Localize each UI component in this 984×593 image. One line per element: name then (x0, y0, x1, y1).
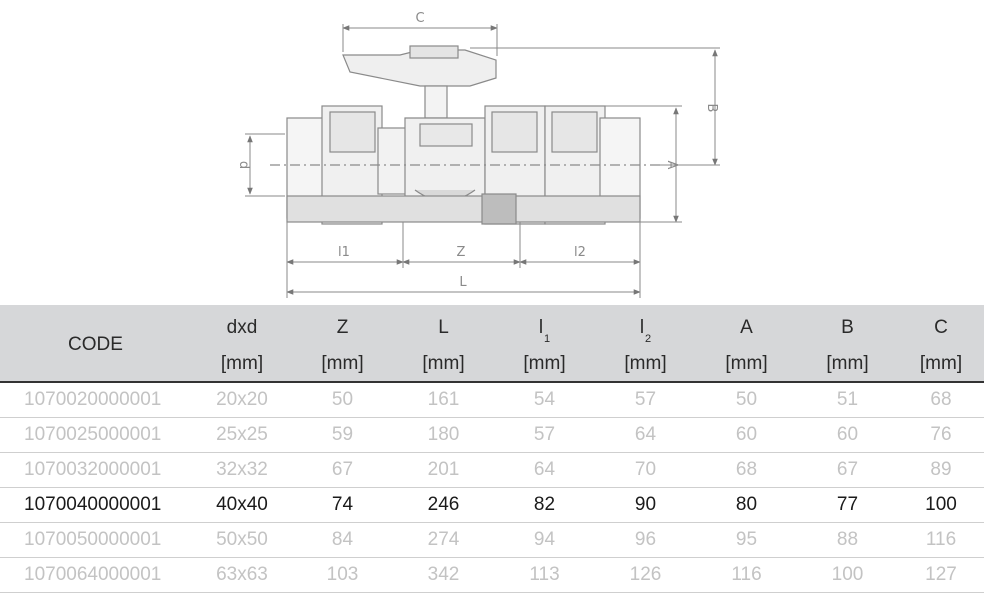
table-row (0, 453, 984, 488)
row-value-cell: 64 (494, 453, 595, 488)
row-value-cell: 50x50 (192, 523, 292, 558)
row-value-cell: 32x32 (192, 453, 292, 488)
row-value-cell: 116 (696, 558, 797, 593)
header-dxd: dxd (192, 305, 292, 347)
row-value-cell: 50 (292, 382, 393, 418)
row-value-cell: 76 (898, 418, 984, 453)
dim-label-b: B (704, 103, 719, 113)
header-l2 (595, 305, 696, 347)
table-body (0, 382, 984, 593)
row-value-cell: 67 (292, 453, 393, 488)
row-value-cell: 180 (393, 418, 494, 453)
unit-l1: [mm] (494, 347, 595, 382)
row-value-cell: 57 (595, 382, 696, 418)
unit-l: [mm] (393, 347, 494, 382)
header-l1-name: l (538, 317, 544, 338)
row-value-cell: 80 (696, 488, 797, 523)
dim-label-a: A (664, 160, 679, 170)
row-value-cell: 100 (797, 558, 898, 593)
row-value-cell: 70 (595, 453, 696, 488)
header-b: B (797, 305, 898, 347)
row-value-cell: 113 (494, 558, 595, 593)
unit-z: [mm] (292, 347, 393, 382)
row-code-cell: 1070025000001 (0, 418, 192, 453)
row-value-cell: 88 (797, 523, 898, 558)
row-value-cell: 63x63 (192, 558, 292, 593)
row-value-cell: 20x20 (192, 382, 292, 418)
row-value-cell: 201 (393, 453, 494, 488)
row-value-cell: 50 (696, 382, 797, 418)
row-value-cell: 95 (696, 523, 797, 558)
row-value-cell: 161 (393, 382, 494, 418)
dim-label-d: d (236, 160, 251, 170)
row-value-cell: 89 (898, 453, 984, 488)
dim-label-z: Z (456, 245, 466, 260)
table-row (0, 488, 984, 523)
row-value-cell: 25x25 (192, 418, 292, 453)
row-value-cell: 246 (393, 488, 494, 523)
row-value-cell: 51 (797, 382, 898, 418)
row-value-cell: 274 (393, 523, 494, 558)
dim-label-l2: l2 (574, 245, 586, 260)
header-c: C (898, 305, 984, 347)
row-value-cell: 59 (292, 418, 393, 453)
unit-l2: [mm] (595, 347, 696, 382)
unit-c: [mm] (898, 347, 984, 382)
row-value-cell: 77 (797, 488, 898, 523)
header-a: A (696, 305, 797, 347)
row-value-cell: 82 (494, 488, 595, 523)
header-l: L (393, 305, 494, 347)
row-value-cell: 127 (898, 558, 984, 593)
header-l2-name: l (639, 317, 645, 338)
row-code-cell: 1070040000001 (0, 488, 192, 523)
row-value-cell: 126 (595, 558, 696, 593)
row-value-cell: 64 (595, 418, 696, 453)
row-value-cell: 342 (393, 558, 494, 593)
header-l2-sub: 2 (645, 333, 652, 345)
header-code: CODE (0, 305, 192, 382)
table-row (0, 558, 984, 593)
header-l1 (494, 305, 595, 347)
dim-label-l1: l1 (338, 245, 350, 260)
row-value-cell: 96 (595, 523, 696, 558)
row-value-cell: 103 (292, 558, 393, 593)
row-value-cell: 116 (898, 523, 984, 558)
row-value-cell: 57 (494, 418, 595, 453)
row-code-cell: 1070050000001 (0, 523, 192, 558)
row-value-cell: 60 (797, 418, 898, 453)
row-value-cell: 68 (898, 382, 984, 418)
header-z: Z (292, 305, 393, 347)
row-value-cell: 100 (898, 488, 984, 523)
table-row (0, 418, 984, 453)
row-value-cell: 68 (696, 453, 797, 488)
row-value-cell: 40x40 (192, 488, 292, 523)
dimensions-table (0, 305, 984, 593)
dim-label-l: L (459, 275, 467, 290)
row-code-cell: 1070020000001 (0, 382, 192, 418)
unit-dxd: [mm] (192, 347, 292, 382)
row-value-cell: 54 (494, 382, 595, 418)
row-value-cell: 60 (696, 418, 797, 453)
row-code-cell: 1070032000001 (0, 453, 192, 488)
row-value-cell: 67 (797, 453, 898, 488)
unit-b: [mm] (797, 347, 898, 382)
table-row (0, 523, 984, 558)
row-code-cell: 1070064000001 (0, 558, 192, 593)
dim-label-c: C (415, 11, 425, 26)
table-row (0, 382, 984, 418)
row-value-cell: 90 (595, 488, 696, 523)
row-value-cell: 84 (292, 523, 393, 558)
row-value-cell: 74 (292, 488, 393, 523)
row-value-cell: 94 (494, 523, 595, 558)
unit-a: [mm] (696, 347, 797, 382)
header-l1-sub: 1 (544, 333, 551, 345)
